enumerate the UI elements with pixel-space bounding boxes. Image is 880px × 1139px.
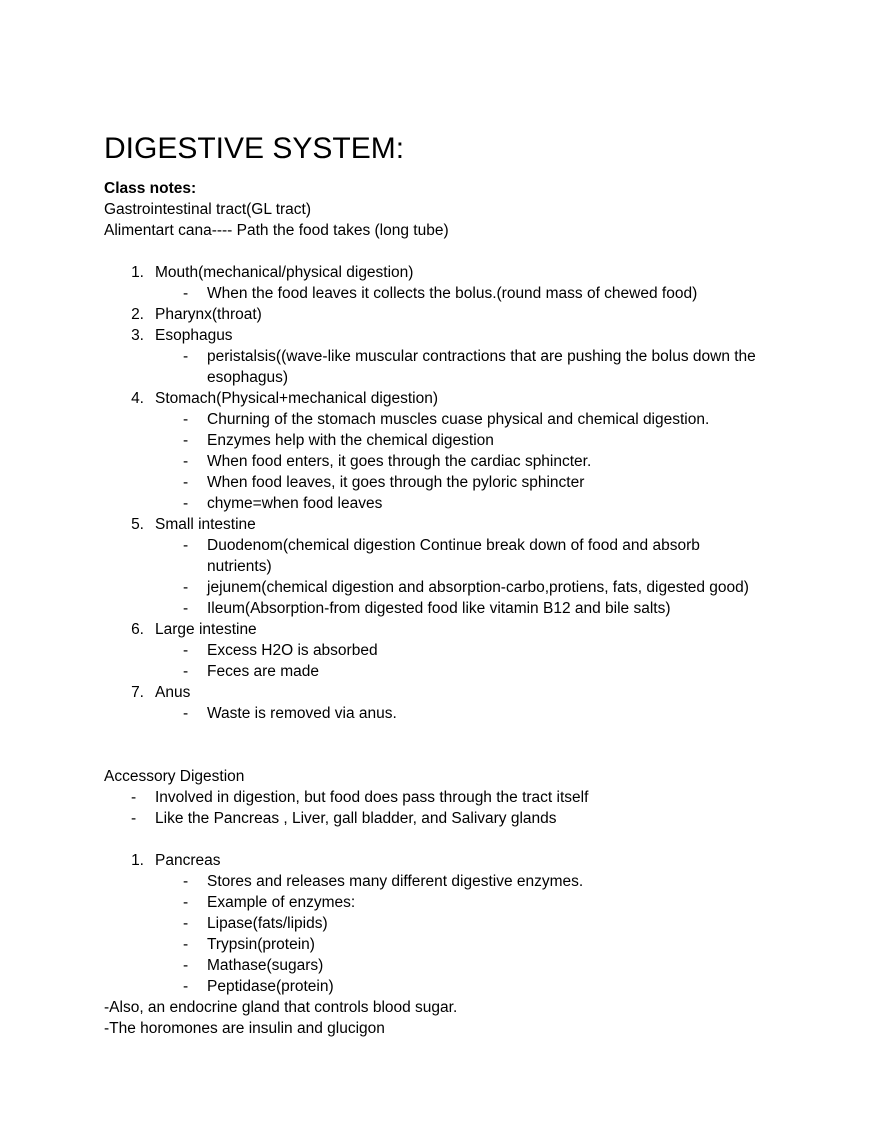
organ-label: Stomach(Physical+mechanical digestion) — [155, 390, 439, 407]
organ-label: Pancreas — [155, 852, 221, 869]
list-number: 5. — [131, 516, 144, 533]
dash-bullet: - — [183, 642, 189, 659]
dash-bullet: - — [183, 348, 189, 365]
dash-bullet: - — [183, 474, 189, 491]
dash-bullet: - — [183, 936, 189, 953]
point-text: Involved in digestion, but food does pass through the tract itself — [155, 789, 589, 806]
dash-bullet: - — [183, 432, 189, 449]
point-text: Mathase(sugars) — [207, 957, 324, 974]
point-text: Enzymes help with the chemical digestion — [207, 432, 494, 449]
note-line: -Also, an endocrine gland that controls blood sugar. — [104, 999, 458, 1016]
dash-bullet: - — [183, 705, 189, 722]
dash-bullet: - — [183, 894, 189, 911]
dash-bullet: - — [183, 495, 189, 512]
point-text: nutrients) — [207, 558, 272, 575]
list-number: 4. — [131, 390, 144, 407]
point-text: Like the Pancreas , Liver, gall bladder, and Salivary glands — [155, 810, 557, 827]
intro-line: Gastrointestinal tract(GL tract) — [104, 201, 312, 218]
point-text: Stores and releases many different digestive enzymes. — [207, 873, 584, 890]
point-text: When the food leaves it collects the bolus.(round mass of chewed food) — [207, 285, 698, 302]
organ-label: Large intestine — [155, 621, 257, 638]
list-number: 1. — [131, 852, 144, 869]
point-text: Excess H2O is absorbed — [207, 642, 378, 659]
point-text: Duodenom(chemical digestion Continue break down of food and absorb — [207, 537, 700, 554]
organ-label: Small intestine — [155, 516, 256, 533]
page-title: DIGESTIVE SYSTEM: — [104, 132, 405, 165]
list-number: 6. — [131, 621, 144, 638]
point-text: Churning of the stomach muscles cuase physical and chemical digestion. — [207, 411, 710, 428]
organ-label: Mouth(mechanical/physical digestion) — [155, 264, 414, 281]
point-text: esophagus) — [207, 369, 289, 386]
point-text: peristalsis((wave-like muscular contractions that are pushing the bolus down the — [207, 348, 756, 365]
accessory-heading: Accessory Digestion — [104, 768, 245, 785]
intro-line: Alimentart cana---- Path the food takes (long tube) — [104, 222, 449, 239]
dash-bullet: - — [183, 915, 189, 932]
dash-bullet: - — [183, 600, 189, 617]
dash-bullet: - — [183, 411, 189, 428]
section-subtitle: Class notes: — [104, 180, 197, 197]
organ-label: Esophagus — [155, 327, 233, 344]
point-text: When food enters, it goes through the cardiac sphincter. — [207, 453, 592, 470]
dash-bullet: - — [183, 537, 189, 554]
point-text: Waste is removed via anus. — [207, 705, 397, 722]
list-number: 2. — [131, 306, 144, 323]
dash-bullet: - — [131, 789, 137, 806]
dash-bullet: - — [183, 978, 189, 995]
dash-bullet: - — [183, 873, 189, 890]
point-text: Peptidase(protein) — [207, 978, 334, 995]
point-text: Lipase(fats/lipids) — [207, 915, 328, 932]
dash-bullet: - — [131, 810, 137, 827]
list-number: 7. — [131, 684, 144, 701]
point-text: When food leaves, it goes through the pyloric sphincter — [207, 474, 585, 491]
dash-bullet: - — [183, 579, 189, 596]
point-text: jejunem(chemical digestion and absorption-carbo,protiens, fats, digested good) — [207, 579, 749, 596]
point-text: Example of enzymes: — [207, 894, 356, 911]
organ-label: Pharynx(throat) — [155, 306, 262, 323]
list-number: 1. — [131, 264, 144, 281]
point-text: Ileum(Absorption-from digested food like vitamin B12 and bile salts) — [207, 600, 671, 617]
point-text: Trypsin(protein) — [207, 936, 315, 953]
dash-bullet: - — [183, 453, 189, 470]
list-number: 3. — [131, 327, 144, 344]
organ-label: Anus — [155, 684, 191, 701]
note-line: -The horomones are insulin and glucigon — [104, 1020, 385, 1037]
dash-bullet: - — [183, 663, 189, 680]
point-text: chyme=when food leaves — [207, 495, 383, 512]
point-text: Feces are made — [207, 663, 319, 680]
dash-bullet: - — [183, 285, 189, 302]
dash-bullet: - — [183, 957, 189, 974]
